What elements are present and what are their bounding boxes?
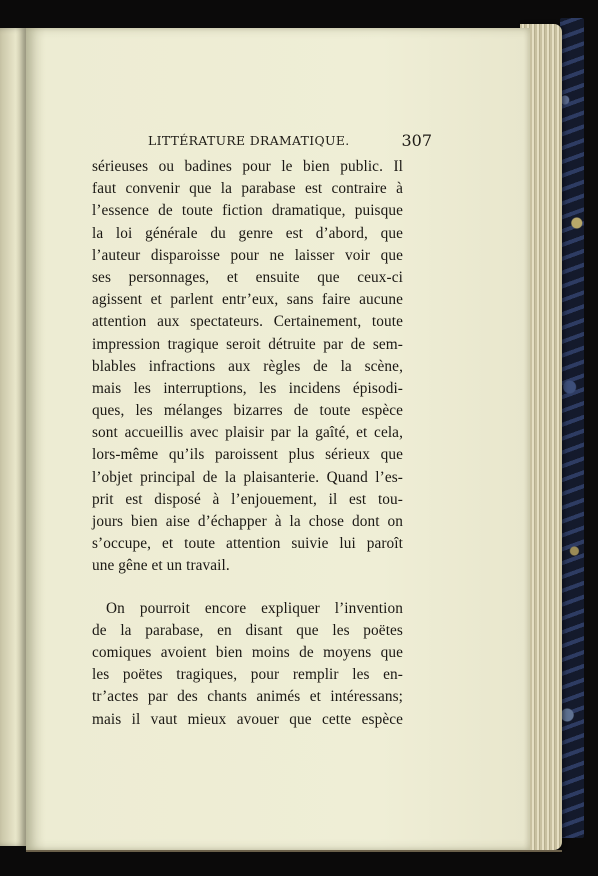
text-line: prit est disposé à l’enjouement, il est tou- [92,490,403,508]
running-head [148,133,432,153]
paragraph-gap [92,578,403,598]
text-line: sérieuses ou badines pour le bien public. Il [92,158,403,175]
page-number: 307 [401,131,432,150]
text-line: comiques avoient bien moins de moyens que [92,643,403,661]
text-line: agissent et parlent entr’eux, sans faire aucune [92,291,403,309]
body-text [92,156,403,731]
text-line: faut convenir que la parabase est contraire à [92,180,403,198]
text-line: s’occupe, et toute attention suivie lui paroît [92,535,403,553]
text-line: impression tragique seroit détruite par de sem- [92,335,403,353]
text-line: mais il vaut mieux avouer que cette espèce [92,710,403,728]
marbled-cover [560,18,584,838]
text-line: mais les interruptions, les incidens épisodi- [92,379,403,397]
left-page-edge [0,28,26,846]
text-line: de la parabase, en disant que les poëtes [92,621,403,639]
text-line: sont accueillis avec plaisir par la gaîté, et cela, [92,424,403,442]
text-line: jours bien aise d’échapper à la chose dont on [92,513,403,530]
text-line: On pourroit encore expliquer l’invention [106,599,403,617]
running-title: LITTÉRATURE DRAMATIQUE. [148,133,350,148]
text-line: les poëtes tragiques, pour remplir les en- [92,666,403,684]
text-line: une gêne et un travail. [92,557,230,575]
text-line: la loi générale du genre est d’abord, que [92,224,403,242]
text-line: ques, les mélanges bizarres de toute espèce [92,402,403,420]
text-line: l’essence de toute fiction dramatique, puisque [92,202,403,220]
text-line: tr’actes par des chants animés et intéressans; [92,688,403,706]
text-line: ses personnages, et ensuite que ceux-ci [92,268,403,286]
text-line: l’auteur disparoisse pour ne laisser voir que [92,246,403,264]
text-line: blables infractions aux règles de la scène, [92,357,403,375]
text-line: l’objet principal de la plaisanterie. Quand l’es- [92,468,403,486]
text-line: attention aux spectateurs. Certainement, toute [92,313,403,331]
text-line: lors-même qu’ils paroissent plus sérieux que [92,446,403,464]
bottom-edge-line [26,850,562,852]
